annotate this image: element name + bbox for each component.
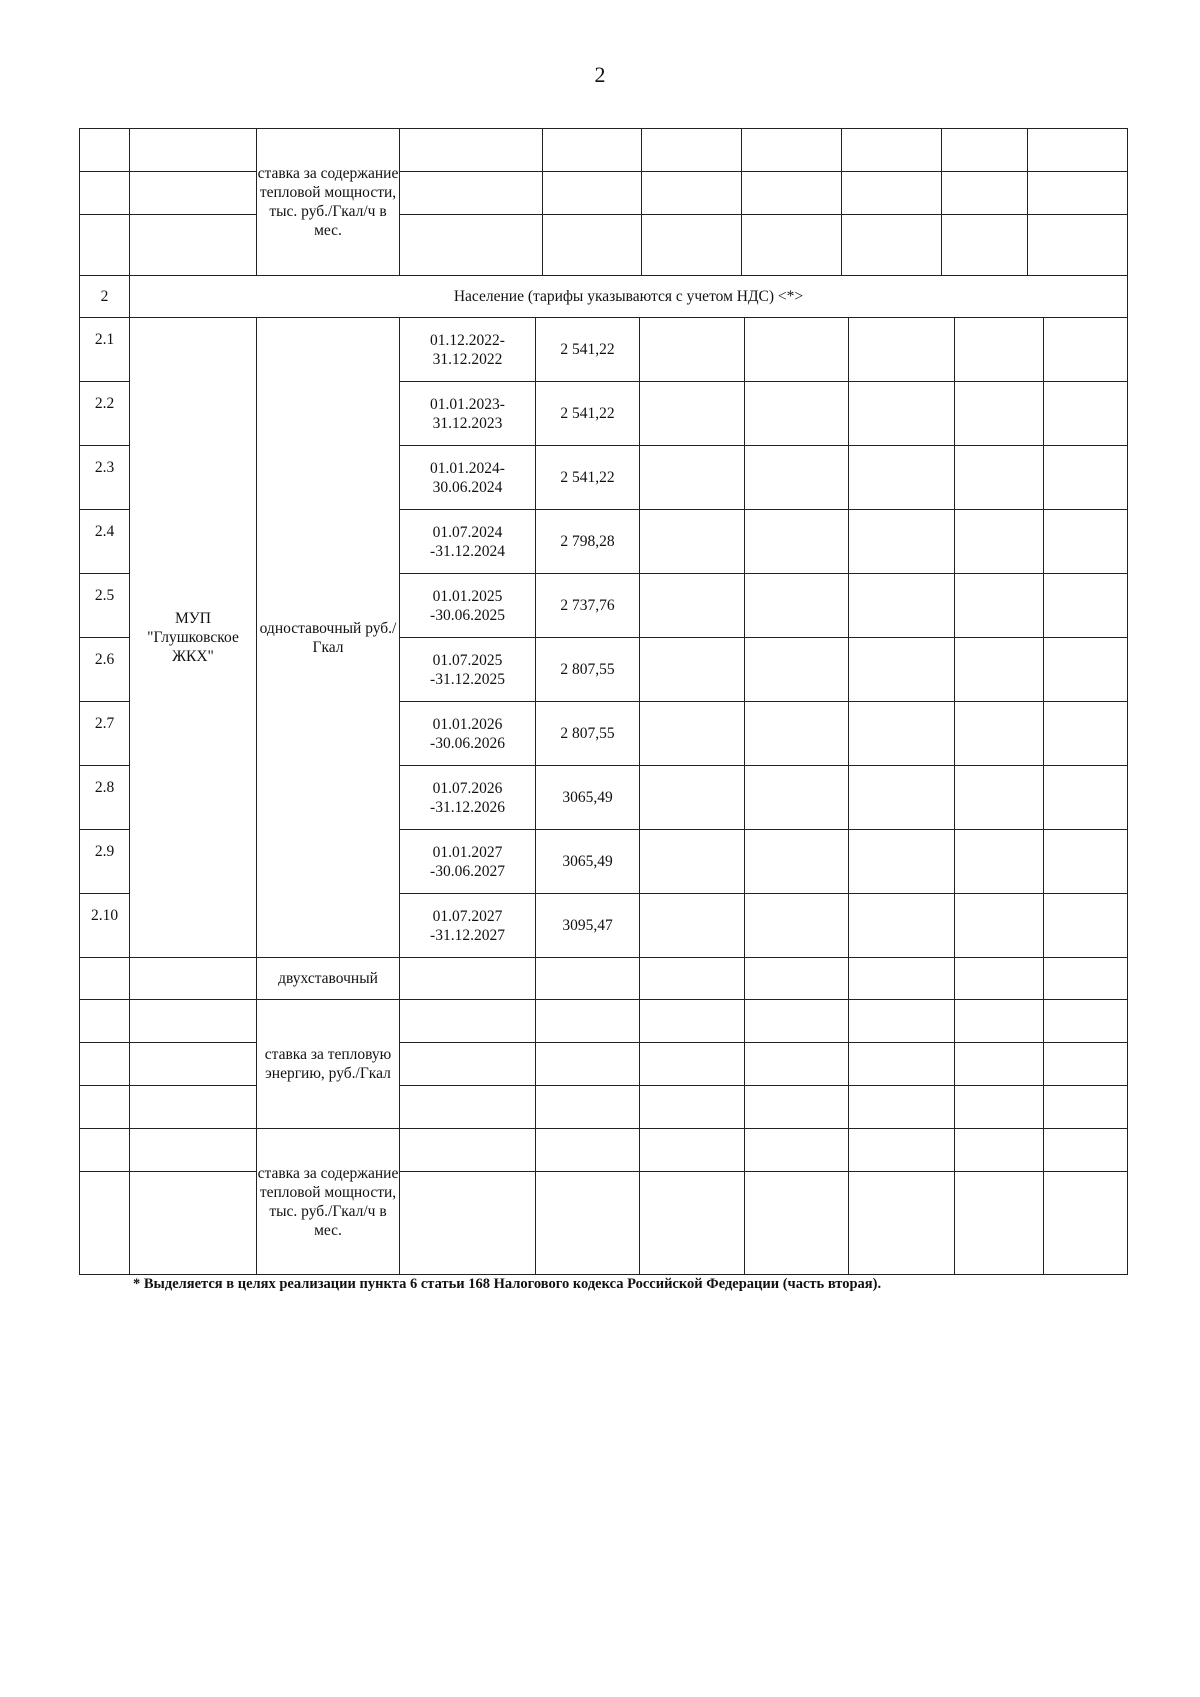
single-rate-label: одноставочный руб./Гкал [257,318,400,958]
tariff-value: 3065,49 [536,766,640,830]
capacity-rate-label: ставка за содержание тепловой мощности, тыс. руб./Гкал/ч в мес. [257,129,400,276]
period-cell: 01.01.2023-31.12.2023 [400,382,536,446]
tariff-value: 2 807,55 [536,702,640,766]
period-cell: 01.07.2026 -31.12.2026 [400,766,536,830]
row-number: 2.9 [80,830,130,894]
empty-cell [849,574,955,638]
empty-cell [1044,638,1128,702]
empty-cell [1044,318,1128,382]
empty-cell [1044,702,1128,766]
empty-cell [640,894,745,958]
section-title: Население (тарифы указываются с учетом НДС) <*> [130,276,1128,318]
row-number: 2.10 [80,894,130,958]
empty-cell [849,766,955,830]
empty-cell [640,446,745,510]
empty-cell [745,574,849,638]
empty-cell [80,129,130,172]
row-number: 2.3 [80,446,130,510]
period-cell: 01.07.2024 -31.12.2024 [400,510,536,574]
empty-cell [1044,894,1128,958]
empty-cell [849,382,955,446]
tariff-value: 2 541,22 [536,446,640,510]
period-cell: 01.01.2026 -30.06.2026 [400,702,536,766]
empty-cell [955,318,1044,382]
tariff-value: 2 798,28 [536,510,640,574]
empty-cell [1044,766,1128,830]
empty-cell [745,766,849,830]
capacity-rate-label-2: ставка за содержание тепловой мощности, тыс. руб./Гкал/ч в мес. [257,1129,400,1275]
empty-cell [640,574,745,638]
empty-cell [745,830,849,894]
period-cell: 01.01.2025 -30.06.2025 [400,574,536,638]
empty-cell [640,510,745,574]
empty-cell [745,446,849,510]
empty-cell [849,638,955,702]
page-number: 2 [594,62,606,87]
top-rate-table [79,128,1128,276]
row-number: 2.7 [80,702,130,766]
tariff-value: 2 737,76 [536,574,640,638]
empty-cell [955,894,1044,958]
empty-cell [640,382,745,446]
period-cell: 01.07.2027 -31.12.2027 [400,894,536,958]
tariff-value: 2 541,22 [536,318,640,382]
empty-cell [849,702,955,766]
table-row [80,318,1128,382]
empty-cell [640,766,745,830]
section-number: 2 [80,276,130,318]
empty-cell [1044,446,1128,510]
row-number: 2.6 [80,638,130,702]
empty-cell [130,129,257,172]
tariff-value: 2 541,22 [536,382,640,446]
period-cell: 01.12.2022-31.12.2022 [400,318,536,382]
tariff-rows [80,318,1128,958]
empty-cell [745,382,849,446]
period-cell: 01.07.2025 -31.12.2025 [400,638,536,702]
row-number: 2.8 [80,766,130,830]
empty-cell [640,638,745,702]
empty-cell [745,894,849,958]
empty-cell [1044,574,1128,638]
empty-cell [955,702,1044,766]
empty-cell [955,382,1044,446]
period-cell: 01.01.2027 -30.06.2027 [400,830,536,894]
empty-cell [1044,382,1128,446]
row-number: 2.1 [80,318,130,382]
section-header-table [79,275,1128,318]
energy-rate-label: ставка за тепловую энергию, руб./Гкал [257,1000,400,1129]
empty-cell [955,638,1044,702]
empty-cell [849,510,955,574]
empty-cell [640,830,745,894]
two-rate-label: двухставочный [257,958,400,1000]
organization-name: МУП "Глушковское ЖКХ" [130,318,257,958]
empty-cell [745,702,849,766]
empty-cell [640,318,745,382]
empty-cell [955,766,1044,830]
row-number: 2.4 [80,510,130,574]
empty-cell [745,318,849,382]
empty-cell [849,318,955,382]
tariff-table [79,317,1128,1275]
empty-cell [745,638,849,702]
footnote: * Выделяется в целях реализации пункта 6 статьи 168 Налогового кодекса Российской Федерации (часть вторая). [133,1276,882,1292]
tariff-value: 3095,47 [536,894,640,958]
empty-cell [955,574,1044,638]
row-number: 2.2 [80,382,130,446]
empty-cell [955,830,1044,894]
empty-cell [955,510,1044,574]
empty-cell [849,830,955,894]
empty-cell [849,446,955,510]
empty-cell [745,510,849,574]
empty-cell [640,702,745,766]
tariff-value: 3065,49 [536,830,640,894]
tariff-value: 2 807,55 [536,638,640,702]
empty-cell [849,894,955,958]
period-cell: 01.01.2024-30.06.2024 [400,446,536,510]
row-number: 2.5 [80,574,130,638]
empty-cell [955,446,1044,510]
empty-cell [1044,510,1128,574]
empty-cell [1044,830,1128,894]
